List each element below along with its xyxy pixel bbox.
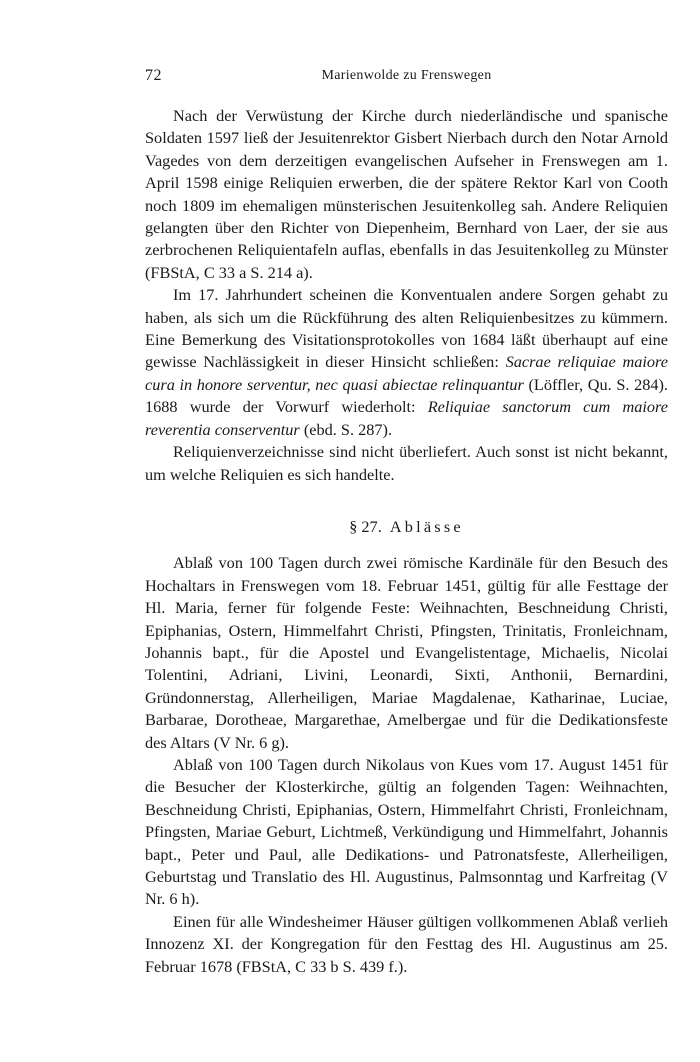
paragraph: Einen für alle Windesheimer Häuser gültigen vollkommenen Ablaß verlieh Innozenz XI. der Kongregation für den Festtag des Hl. Augustinus am 25. Februar 1678 (FBStA, C 33 b S. 439 f.).	[145, 911, 668, 976]
page-number: 72	[145, 67, 162, 84]
section-number: § 27.	[349, 516, 382, 536]
paragraph: Ablaß von 100 Tagen durch zwei römische Kardinäle für den Besuch des Hochaltars in Frenswegen vom 18. Februar 1451, gültig für alle Festtage der Hl. Maria, ferner für folgende Feste: Weihnachten, Beschneidung Christi, Epiphanias, Ostern, Himmelfahrt Christi, Pfingsten, Trinitatis, Fronleichnam, Johannis bapt., für die Apostel und Evangelistentage, Michaelis, Nicolai Tolentini, Adriani, Livini, Leonardi, Sixti, Anthonii, Bernardini, Gründonnerstag, Allerheiligen, Mariae Magdalenae, Katharinae, Luciae, Barbarae, Dorotheae, Margarethae, Amelbergae und für die Dedikationsfeste des Altars (V Nr. 6 g).	[145, 553, 668, 752]
section-heading	[145, 516, 668, 538]
paragraph-with-quotes	[145, 284, 668, 441]
latin-quote: Reliquiae sanctorum cum maiore reverentia conserventur	[145, 397, 668, 439]
text-span: (ebd. S. 287).	[299, 419, 393, 439]
running-head	[145, 67, 668, 87]
latin-quote: Sacrae reliquiae maiore cura in honore serventur, nec quasi abiectae relinquantur	[145, 352, 668, 394]
body-text	[145, 105, 668, 978]
paragraph: Reliquienverzeichnisse sind nicht überliefert. Auch sonst ist nicht bekannt, um welche Reliquien es sich handelte.	[145, 442, 668, 484]
text-span: Im 17. Jahrhundert scheinen die Konventualen andere Sorgen gehabt zu haben, als sich um die Rückführung des alten Reliquienbesitzes zu kümmern. Eine Bemerkung des Visitationsprotokolles von 1684 läßt überhaupt auf eine gewisse Nachlässigkeit in dieser Hinsicht schließen:	[145, 285, 668, 372]
text-span: (Löffler, Qu. S. 284). 1688 wurde der Vorwurf wiederholt:	[145, 374, 668, 417]
paragraph: Nach der Verwüstung der Kirche durch niederländische und spanische Soldaten 1597 ließ der Jesuitenrektor Gisbert Nierbach durch den Notar Arnold Vagedes von dem derzeitigen evangelischen Aufseher in Frenswegen am 1. April 1598 einige Reliquien erwerben, die der spätere Rektor Karl von Cooth noch 1809 im ehemaligen münsterischen Jesuitenkolleg sah. Andere Reliquien gelangten über den Richter von Diepenheim, Bernhard von Laer, der sie aus zerbrochenen Reliquientafeln auflas, ebenfalls in das Jesuitenkolleg zu Münster (FBStA, C 33 a S. 214 a).	[145, 106, 668, 282]
running-title: Marienwolde zu Frenswegen	[321, 68, 492, 83]
paragraph: Ablaß von 100 Tagen durch Nikolaus von Kues vom 17. August 1451 für die Besucher der Klosterkirche, gültig an folgenden Tagen: Weihnachten, Beschneidung Christi, Epiphanias, Ostern, Himmelfahrt Christi, Fronleichnam, Pfingsten, Mariae Geburt, Lichtmeß, Verkündigung und Himmelfahrt, Johannis bapt., Peter und Paul, alle Dedikations- und Patronatsfeste, Allerheiligen, Geburtstag und Translatio des Hl. Augustinus, Palmsonntag und Karfreitag (V Nr. 6 h).	[145, 754, 668, 909]
section-title: Ablässe	[389, 516, 464, 536]
